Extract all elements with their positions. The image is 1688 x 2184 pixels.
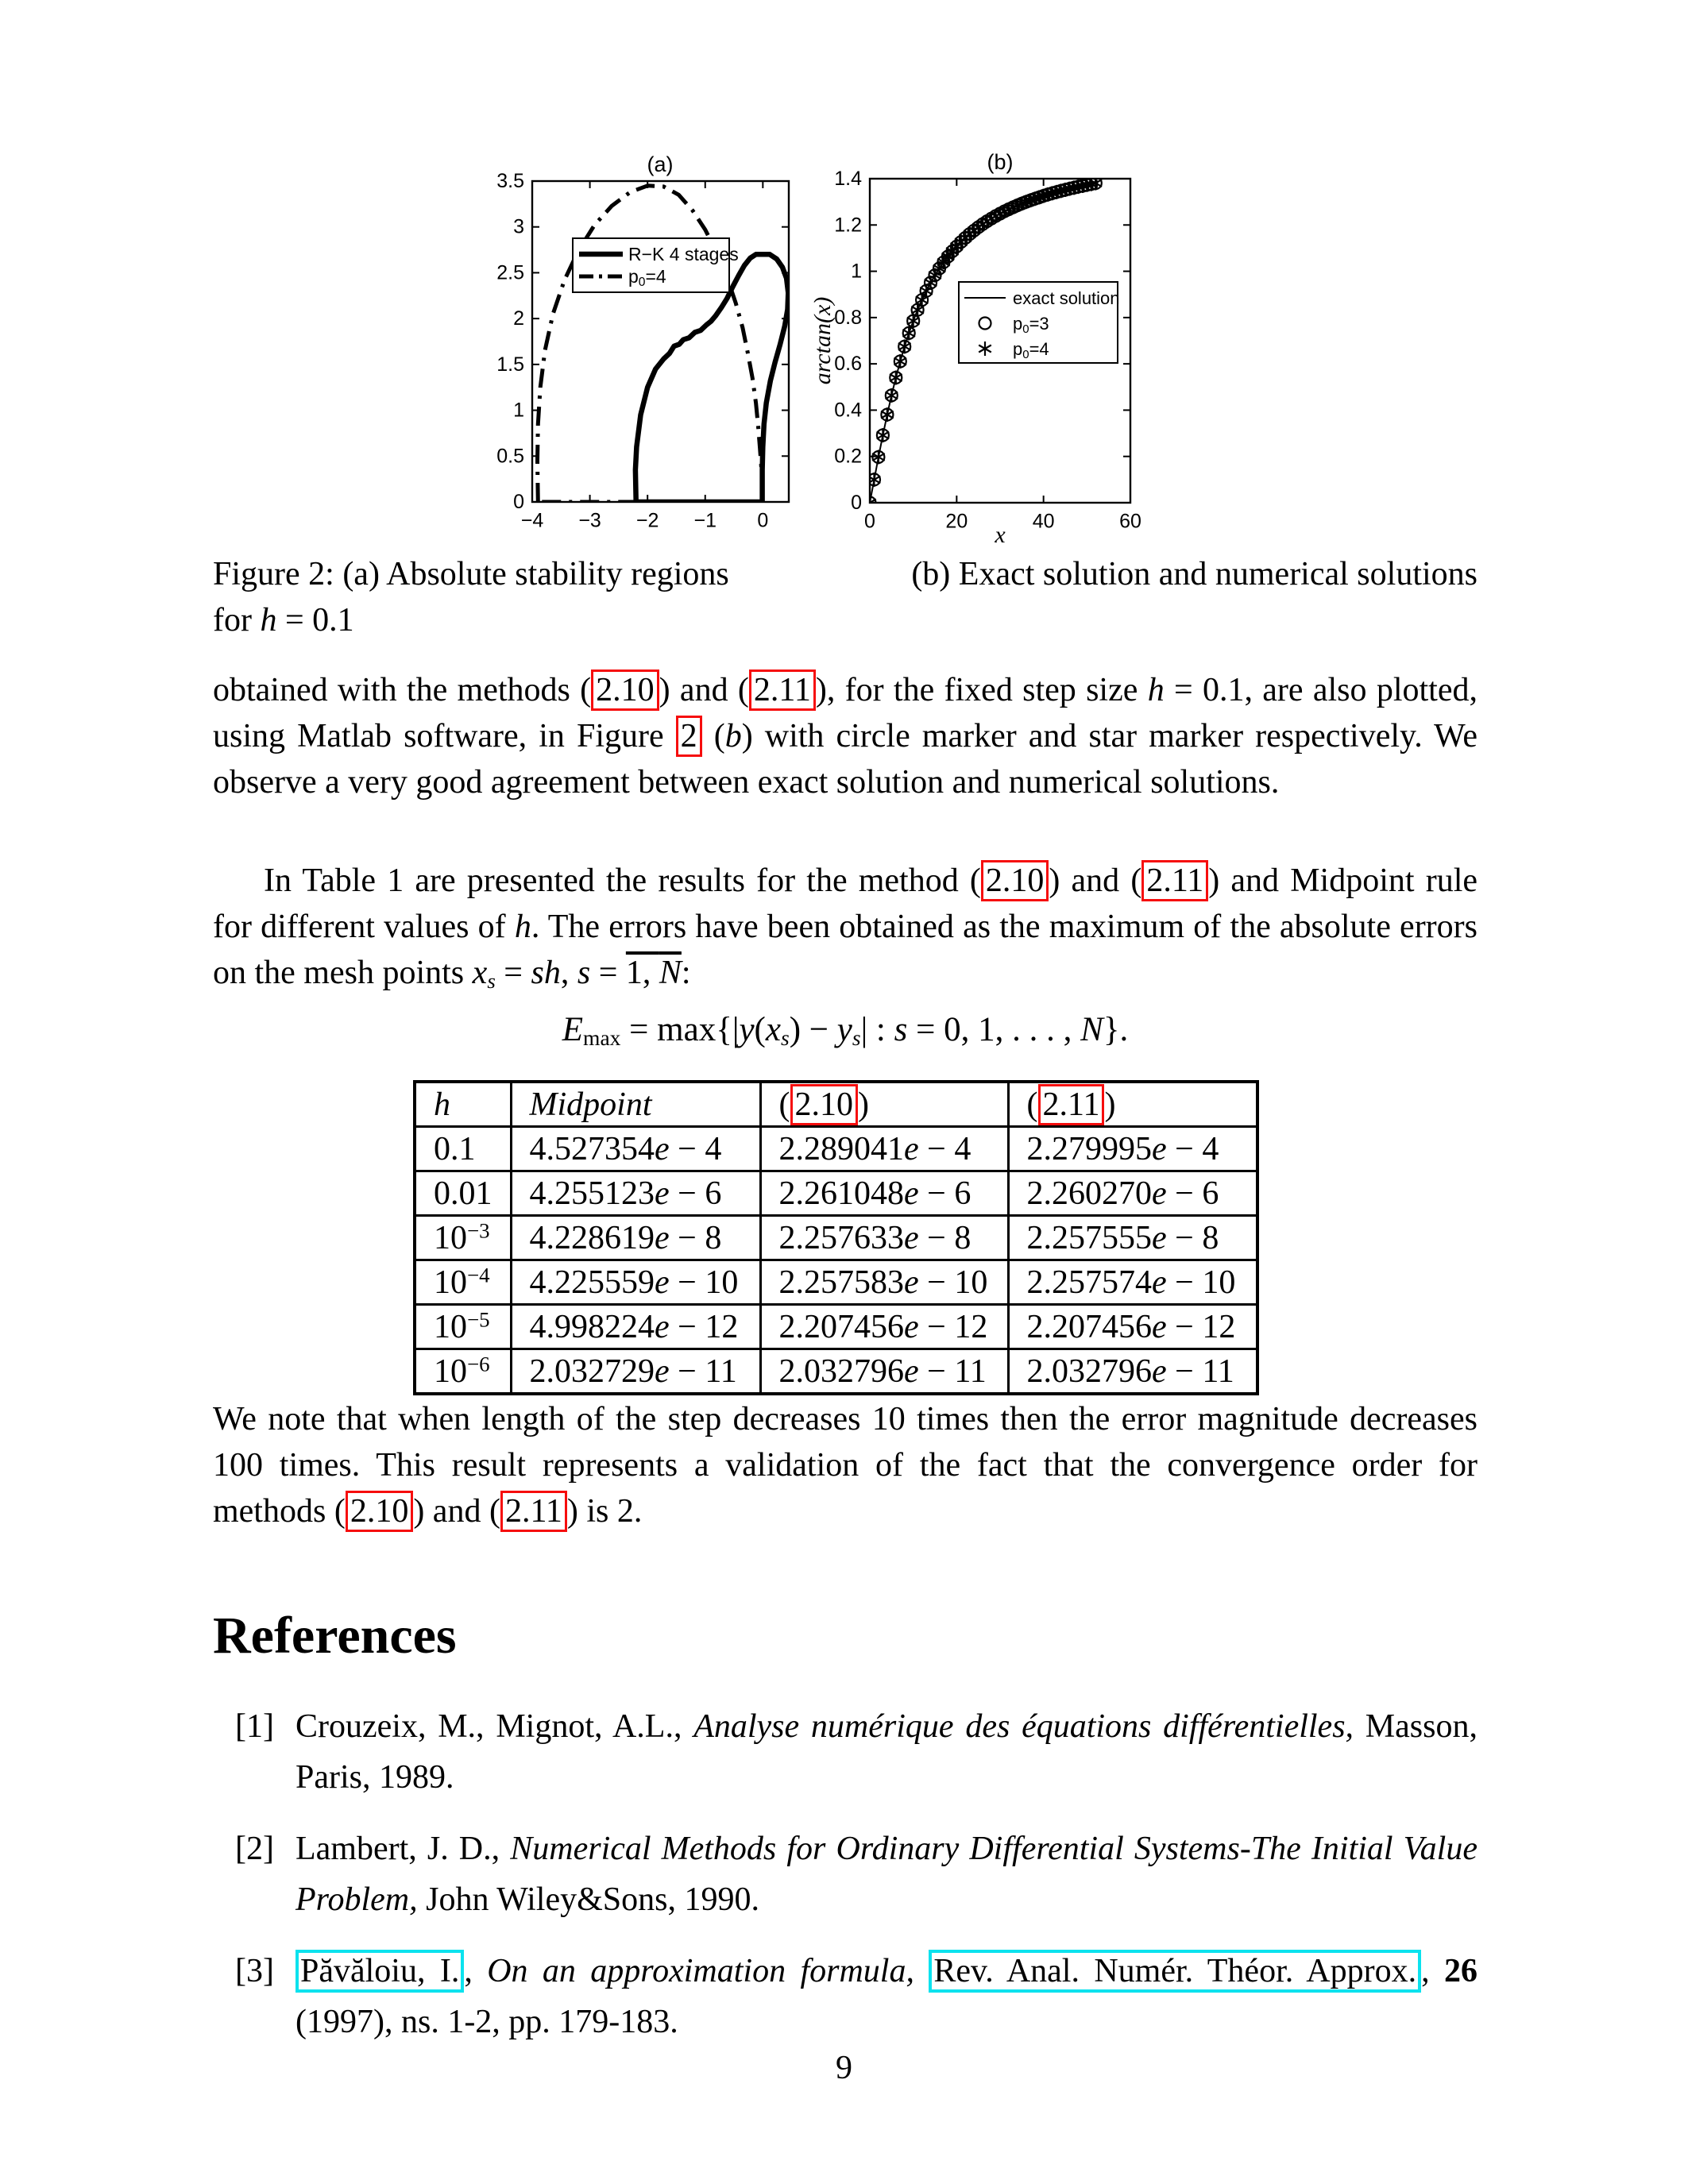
- svg-text:0: 0: [851, 492, 862, 514]
- text-run: 4.255123: [529, 1175, 655, 1212]
- svg-text:0.8: 0.8: [834, 306, 862, 329]
- text-run: y: [836, 1011, 852, 1048]
- text-run: = 0.1, are also plotted, using Matlab software, in Figure: [213, 672, 1477, 754]
- table-header-cell: [415, 1082, 511, 1127]
- table-cell: [1008, 1216, 1257, 1260]
- text-run: ) and (: [413, 1493, 500, 1530]
- figure-caption-line1: [213, 551, 1477, 597]
- text-run: 2.279995: [1026, 1130, 1152, 1167]
- text-run: e: [1152, 1219, 1167, 1256]
- text-run: 2.257574: [1026, 1264, 1152, 1301]
- text-run: e: [655, 1264, 670, 1301]
- svg-text:0.6: 0.6: [834, 353, 862, 376]
- text-run: e: [655, 1175, 670, 1212]
- svg-text:3.5: 3.5: [496, 170, 524, 192]
- table-cell: [415, 1216, 511, 1260]
- table-cell: [760, 1216, 1008, 1260]
- table-cell: [415, 1349, 511, 1395]
- text-run: Lambert, J. D.,: [295, 1831, 511, 1867]
- text-run: =: [495, 955, 531, 991]
- text-run: e: [904, 1264, 919, 1301]
- reference-label: [2]: [235, 1831, 274, 1867]
- text-run: − 4: [1166, 1130, 1219, 1167]
- text-run: :: [681, 955, 691, 991]
- text-run: −3: [467, 1218, 490, 1243]
- text-run: | :: [860, 1011, 894, 1048]
- text-run: Midpoint: [529, 1086, 652, 1123]
- svg-text:20: 20: [945, 510, 968, 533]
- svg-text:(b): (b): [987, 150, 1014, 174]
- svg-text:60: 60: [1119, 510, 1141, 533]
- text-run: 2.257583: [778, 1264, 904, 1301]
- table-row: [415, 1349, 1257, 1395]
- internal-ref-link[interactable]: 2.11: [1038, 1084, 1105, 1125]
- svg-text:0.5: 0.5: [496, 445, 524, 468]
- text-run: e: [1152, 1308, 1167, 1345]
- text-run: In Table 1 are presented the results for the method (: [264, 862, 981, 899]
- text-run: x: [472, 955, 488, 991]
- text-run: (: [754, 1011, 766, 1048]
- svg-text:1: 1: [513, 399, 524, 422]
- svg-text:0: 0: [864, 510, 875, 533]
- references-list: [213, 1701, 1477, 2068]
- internal-ref-link[interactable]: 2: [676, 716, 702, 757]
- reference-label: [3]: [235, 1953, 274, 1989]
- text-run: y: [739, 1011, 755, 1048]
- text-run: sh: [531, 955, 561, 991]
- table-cell: [415, 1305, 511, 1349]
- text-run: s: [577, 955, 591, 991]
- text-run: h: [1147, 672, 1165, 708]
- text-run: − 10: [1166, 1264, 1236, 1301]
- text-run: Analyse numérique des équations différentielles,: [693, 1708, 1354, 1745]
- svg-text:1: 1: [851, 260, 862, 283]
- text-run: Numerical Methods for Ordinary Differential Systems-The Initial Value Problem,: [295, 1831, 1477, 1918]
- svg-text:arctan(x): arctan(x): [809, 296, 836, 385]
- table-header-row: [415, 1082, 1257, 1127]
- text-run: s: [780, 1025, 790, 1051]
- text-run: ) and (: [1049, 862, 1142, 899]
- text-run: e: [904, 1219, 919, 1256]
- table-cell: [511, 1127, 760, 1171]
- internal-ref-link[interactable]: 2.10: [790, 1084, 859, 1125]
- text-run: ) −: [789, 1011, 837, 1048]
- text-run: (: [1026, 1086, 1038, 1123]
- reference-text: [295, 1950, 1477, 2040]
- text-run: e: [904, 1175, 919, 1212]
- text-run: }.: [1103, 1011, 1129, 1048]
- table-cell: [511, 1216, 760, 1260]
- svg-text:0.4: 0.4: [834, 399, 862, 422]
- reference-text: [295, 1831, 1477, 1918]
- reference-item: [213, 1946, 1477, 2047]
- text-run: − 11: [918, 1352, 987, 1390]
- svg-text:−3: −3: [578, 509, 601, 532]
- text-run: − 4: [669, 1130, 722, 1167]
- figure-caption: [213, 551, 1477, 643]
- text-run: − 10: [669, 1264, 739, 1301]
- text-run: obtained with the methods (: [213, 672, 592, 708]
- text-run: s: [487, 968, 496, 993]
- table-cell: [760, 1127, 1008, 1171]
- text-run: − 6: [918, 1175, 971, 1212]
- svg-text:x: x: [995, 522, 1006, 548]
- results-table: [413, 1080, 1259, 1395]
- text-run: 10: [434, 1219, 467, 1256]
- text-run: − 11: [669, 1352, 737, 1390]
- table-cell: [1008, 1305, 1257, 1349]
- text-run: Masson, Paris, 1989.: [295, 1708, 1477, 1796]
- table-cell: [1008, 1260, 1257, 1305]
- text-run: 2.289041: [778, 1130, 904, 1167]
- svg-text:1.5: 1.5: [496, 353, 524, 376]
- table-cell: [415, 1171, 511, 1216]
- reference-text: [295, 1708, 1477, 1796]
- text-run: 4.998224: [529, 1308, 655, 1345]
- table-cell: [511, 1305, 760, 1349]
- text-run: 4.225559: [529, 1264, 655, 1301]
- svg-text:0: 0: [757, 509, 769, 532]
- text-run: ) and Midpoint rule for different values of: [213, 862, 1478, 945]
- references-heading: References: [213, 1607, 457, 1665]
- text-run: $\overline{N}$: [659, 955, 682, 991]
- text-run: . The errors have been obtained as the maximum of the absolute errors on the mesh points: [213, 909, 1477, 991]
- internal-ref-link[interactable]: 2.11: [1141, 860, 1208, 901]
- text-run: − 12: [1166, 1308, 1236, 1345]
- text-run: 4.527354: [529, 1130, 655, 1167]
- text-run: − 6: [1166, 1175, 1219, 1212]
- paragraph-convergence-note: [213, 1396, 1477, 1534]
- text-run: (: [778, 1086, 790, 1123]
- text-run: ,: [464, 1953, 488, 1989]
- svg-text:0: 0: [513, 491, 524, 513]
- table-cell: [760, 1260, 1008, 1305]
- text-run: e: [904, 1308, 919, 1345]
- text-run: 10: [434, 1352, 467, 1390]
- table-cell: [760, 1171, 1008, 1216]
- text-run: 2.207456: [1026, 1308, 1152, 1345]
- text-run: − 8: [669, 1219, 722, 1256]
- table-cell: [1008, 1171, 1257, 1216]
- text-run: −6: [467, 1352, 490, 1376]
- paragraph-methods-plotted: [213, 667, 1477, 805]
- text-run: 0.01: [434, 1175, 492, 1212]
- table-row: [415, 1127, 1257, 1171]
- text-run: max: [583, 1025, 621, 1051]
- table-cell: [1008, 1127, 1257, 1171]
- text-run: 2.207456: [778, 1308, 904, 1345]
- svg-text:p0=4: $p_0=4$: [628, 266, 666, 289]
- text-run: −4: [467, 1263, 490, 1287]
- text-run: ): [858, 1086, 869, 1123]
- svg-text:exact solution: exact solution: [1013, 287, 1120, 308]
- text-run: ) is 2.: [566, 1493, 643, 1530]
- text-run: − 10: [918, 1264, 988, 1301]
- text-run: 2.032796: [1026, 1352, 1152, 1390]
- text-run: e: [1152, 1352, 1167, 1390]
- text-run: (1997), ns. 1-2, pp. 179-183.: [295, 2004, 678, 2040]
- reference-label: [1]: [235, 1708, 274, 1745]
- caption-part-a: Figure 2: (a) Absolute stability regions: [213, 556, 729, 592]
- text-run: e: [1152, 1130, 1167, 1167]
- svg-text:p0=4: $p_0=4$: [1013, 338, 1049, 361]
- text-run: [914, 1953, 929, 1989]
- text-run: E: [562, 1011, 584, 1048]
- internal-ref-link[interactable]: 2.11: [749, 669, 816, 711]
- text-run: e: [1152, 1175, 1167, 1212]
- table-row: [415, 1171, 1257, 1216]
- text-run: 2.257633: [778, 1219, 904, 1256]
- text-run: e: [655, 1130, 670, 1167]
- paragraph-table-intro: [213, 858, 1477, 996]
- table-header-cell: [511, 1082, 760, 1127]
- text-run: = 0, 1, . . . ,: [907, 1011, 1081, 1048]
- internal-ref-link[interactable]: 2.10: [981, 860, 1049, 901]
- svg-text:0.2: 0.2: [834, 445, 862, 468]
- table-cell: [511, 1349, 760, 1395]
- numerical-solution-chart: [809, 145, 1173, 550]
- text-run: − 6: [669, 1175, 722, 1212]
- text-run: John Wiley&Sons, 1990.: [417, 1881, 759, 1918]
- text-run: h: [260, 602, 277, 639]
- text-run: h: [434, 1086, 450, 1123]
- text-run: h: [514, 909, 531, 945]
- text-run: ,: [560, 955, 577, 991]
- text-run: 2.032796: [778, 1352, 904, 1390]
- text-run: −5: [467, 1307, 490, 1332]
- text-run: e: [655, 1219, 670, 1256]
- reference-item: [213, 1823, 1477, 1925]
- citation-link[interactable]: Rev. Anal. Numér. Théor. Approx.: [929, 1950, 1421, 1993]
- svg-text:−2: −2: [635, 509, 659, 532]
- internal-ref-link[interactable]: 2.10: [346, 1491, 414, 1532]
- svg-text:(a): (a): [647, 152, 674, 176]
- text-run: 26: [1444, 1953, 1477, 1989]
- text-run: e: [655, 1308, 670, 1345]
- text-run: x: [765, 1011, 781, 1048]
- page-number: 9: [836, 2050, 852, 2086]
- table-header-cell: [760, 1082, 1008, 1127]
- svg-text:2.5: 2.5: [496, 261, 524, 284]
- text-run: 2.261048: [778, 1175, 904, 1212]
- text-run: = 0.1: [276, 602, 354, 639]
- svg-text:40: 40: [1032, 510, 1055, 533]
- table-cell: [511, 1171, 760, 1216]
- text-run: = max{|: [620, 1011, 740, 1048]
- text-run: 1,: [625, 955, 659, 991]
- reference-item: [213, 1701, 1477, 1803]
- text-run: 4.228619: [529, 1219, 655, 1256]
- text-run: − 12: [669, 1308, 739, 1345]
- text-run: − 12: [918, 1308, 988, 1345]
- table-cell: [1008, 1349, 1257, 1395]
- text-run: e: [655, 1352, 670, 1390]
- internal-ref-link[interactable]: 2.10: [591, 669, 659, 711]
- table-cell: [511, 1260, 760, 1305]
- text-run: On an approximation formula,: [487, 1953, 914, 1989]
- text-run: 2.260270: [1026, 1175, 1152, 1212]
- text-run: − 4: [918, 1130, 971, 1167]
- text-run: b: [724, 718, 742, 754]
- table-cell: [415, 1127, 511, 1171]
- text-run: ) and (: [659, 672, 749, 708]
- svg-text:1.2: 1.2: [834, 214, 862, 237]
- svg-text:−1: −1: [693, 509, 717, 532]
- figure-caption-line2: [213, 597, 1477, 643]
- text-run: 2.257555: [1026, 1219, 1152, 1256]
- text-run: 10: [434, 1308, 467, 1345]
- text-run: − 11: [1166, 1352, 1234, 1390]
- text-run: 2.032729: [529, 1352, 655, 1390]
- text-run: 10: [434, 1264, 467, 1301]
- text-run: e: [904, 1130, 919, 1167]
- text-run: − 8: [1166, 1219, 1219, 1256]
- text-run: ,: [1421, 1953, 1444, 1989]
- text-run: (: [701, 718, 725, 754]
- text-run: ), for the fixed step size: [815, 672, 1148, 708]
- table-row: [415, 1216, 1257, 1260]
- text-run: s: [852, 1025, 861, 1051]
- table-header-cell: [1008, 1082, 1257, 1127]
- text-run: =: [590, 955, 626, 991]
- text-run: e: [904, 1352, 919, 1390]
- text-run: e: [1152, 1264, 1167, 1301]
- caption-part-b: (b) Exact solution and numerical solutions: [911, 556, 1477, 592]
- text-run: 0.1: [434, 1130, 476, 1167]
- svg-text:1.4: 1.4: [834, 168, 862, 190]
- text-run: ) with circle marker and star marker respectively. We observe a very good agreement between exact solution and numerical solutions.: [213, 718, 1478, 801]
- text-run: We note that when length of the step decreases 10 times then the error magnitude decreases 100 times. This result represents a validation of the fact that the convergence order for methods (: [213, 1401, 1477, 1530]
- stability-regions-chart: [459, 148, 809, 538]
- table-row: [415, 1305, 1257, 1349]
- svg-text:−4: −4: [520, 509, 544, 532]
- text-run: s: [894, 1011, 908, 1048]
- table-cell: [760, 1305, 1008, 1349]
- text-run: − 8: [918, 1219, 971, 1256]
- internal-ref-link[interactable]: 2.11: [500, 1491, 567, 1532]
- table-row: [415, 1260, 1257, 1305]
- error-max-equation: [213, 1010, 1477, 1049]
- text-run: ): [1104, 1086, 1116, 1123]
- svg-text:3: 3: [513, 215, 524, 238]
- citation-link[interactable]: Păvăloiu, I.: [295, 1950, 464, 1993]
- text-run: N: [1080, 1011, 1103, 1048]
- svg-text:R−K 4 stages: R−K 4 stages: [628, 244, 739, 264]
- text-run: for: [213, 602, 261, 639]
- svg-text:2: 2: [513, 307, 524, 330]
- table-cell: [760, 1349, 1008, 1395]
- table-cell: [415, 1260, 511, 1305]
- text-run: Crouzeix, M., Mignot, A.L.,: [295, 1708, 694, 1745]
- svg-text:p0=3: $p_0=3$: [1013, 313, 1049, 336]
